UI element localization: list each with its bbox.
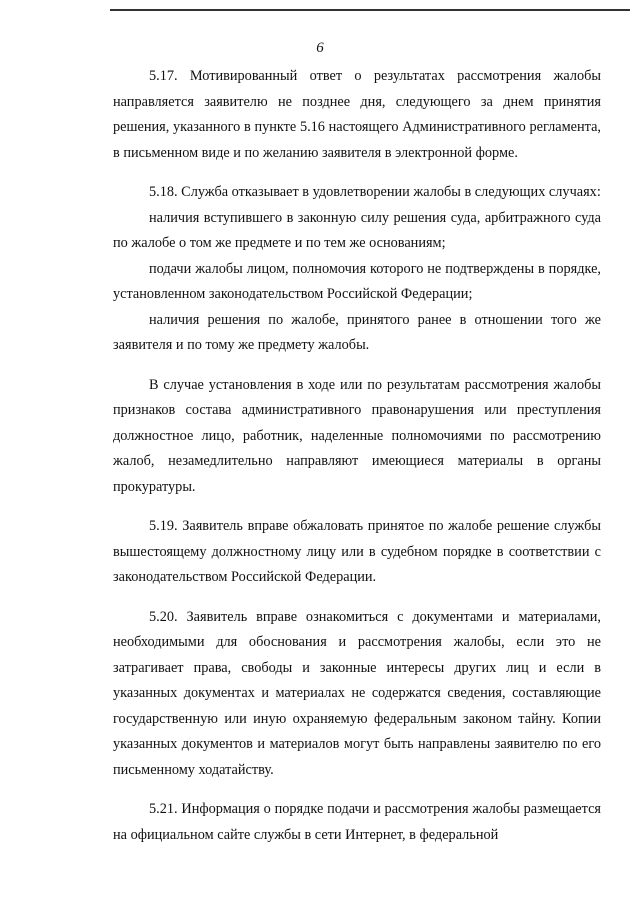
paragraph-5-18: 5.18. Служба отказывает в удовлетворении жалобы в следующих случаях: — [149, 184, 601, 200]
paragraph-unconfirmed-authority: подачи жалобы лицом, полномочия которого не подтверждены в порядке, установленном законодательством Российской Федерации; — [113, 260, 601, 302]
paragraph-court-decision: наличия вступившего в законную силу решения суда, арбитражного суда по жалобе о том же предмете и по тем же основаниям; — [113, 209, 601, 251]
paragraph-5-17: 5.17. Мотивированный ответ о результатах рассмотрения жалобы направляется заявителю не позднее дня, следующего за днем принятия решения, указанного в пункте 5.16 настоящего Административного регламента, в письменном виде и по желанию заявителя в электронной форме. — [113, 68, 601, 161]
document-body — [113, 64, 601, 848]
paragraph-5-19: 5.19. Заявитель вправе обжаловать принятое по жалобе решение службы вышестоящему должностному лицу или в судебном порядке в соответствии с законодательством Российской Федерации. — [113, 518, 601, 585]
top-border-rule — [110, 9, 630, 11]
paragraph-5-21: 5.21. Информация о порядке подачи и рассмотрения жалобы размещается на официальном сайте службы в сети Интернет, в федеральной — [113, 801, 601, 843]
paragraph-prosecution-referral: В случае установления в ходе или по результатам рассмотрения жалобы признаков состава административного правонарушения или преступления должностное лицо, работник, наделенные полномочиями по рассмотрению жалоб, незамедлительно направляют имеющиеся материалы в органы прокуратуры. — [113, 376, 601, 495]
paragraph-5-20: 5.20. Заявитель вправе ознакомиться с документами и материалами, необходимыми для обоснования и рассмотрения жалобы, если это не затрагивает права, свободы и законные интересы других лиц и если в указанных документах и материалах не содержатся сведения, составляющие государственную или иную охраняемую федеральным законом тайну. Копии указанных документов и материалов могут быть направлены заявителю по его письменному ходатайству. — [113, 608, 601, 778]
page-number: 6 — [316, 40, 324, 56]
paragraph-prior-decision: наличия решения по жалобе, принятого ранее в отношении того же заявителя и по тому же предмету жалобы. — [113, 311, 601, 353]
